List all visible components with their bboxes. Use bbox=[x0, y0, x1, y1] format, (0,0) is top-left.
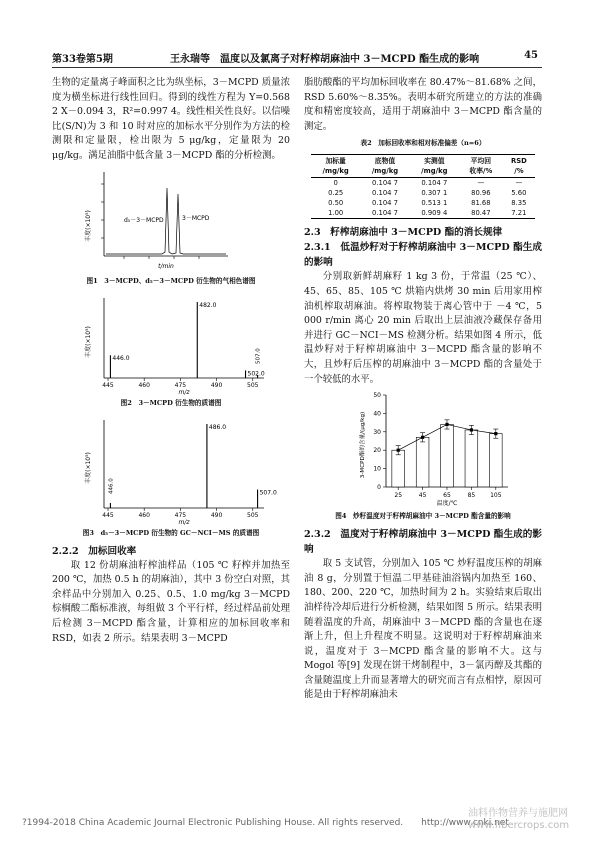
table-header-cell: 加标量 /mg/kg bbox=[311, 155, 360, 178]
paragraph-recovery-result: 脂肪酸酯的平均加标回收率在 80.47%～81.68% 之间，RSD 5.60%～8.35%。表明本研究所建立的方法的准确度和精密度较高，适用于胡麻油中 3－MCPD 酯含量的测定。 bbox=[304, 77, 542, 132]
table-cell: 0.909 4 bbox=[410, 208, 459, 219]
fig3-xlabel: m/z bbox=[178, 518, 190, 526]
table-cell: 80.47 bbox=[459, 208, 503, 219]
peak-label: 482.0 bbox=[199, 301, 217, 309]
figure-3-caption: 图3 d₅－3－MCPD 衍生物的 GC－NCI－MS 的质谱图 bbox=[82, 528, 260, 537]
table-cell: 8.35 bbox=[511, 199, 527, 208]
bar bbox=[392, 450, 405, 487]
table-cell: 7.21 bbox=[503, 208, 535, 219]
figure-2-caption: 图2 3－MCPD 衍生物的质谱图 bbox=[120, 398, 222, 407]
x-tick-label: 505 bbox=[247, 381, 259, 389]
x-tick-label: 460 bbox=[138, 381, 150, 389]
peak-label: 446.0 bbox=[108, 477, 115, 494]
table-row bbox=[311, 188, 535, 198]
x-tick-label: 25 bbox=[394, 492, 403, 500]
header-title: 王永瑞等 温度以及氯离子对籽榨胡麻油中 3－MCPD 酯生成的影响 bbox=[170, 54, 480, 65]
y-tick-label: 40 bbox=[373, 410, 381, 418]
fig2-ylabel: 丰度(×10⁵) bbox=[85, 325, 92, 358]
table-row bbox=[311, 208, 535, 219]
bar bbox=[416, 437, 429, 487]
table-header-cell: 底物值 /mg/kg bbox=[360, 155, 409, 178]
figure-1-caption: 图1 3－MCPD、d₅－3－MCPD 衍生物的气相色谱图 bbox=[86, 276, 256, 285]
y-tick-label: 10 bbox=[373, 465, 381, 473]
section-2-2-2: 2.2.2 加标回收率 bbox=[52, 545, 137, 557]
x-tick-label: 475 bbox=[174, 381, 187, 389]
fig4-ylabel: 3-MCPD酯的含量/(μg/kg) bbox=[360, 411, 366, 479]
x-tick-label: 45 bbox=[418, 492, 427, 500]
peak-label: 507.0 bbox=[259, 489, 277, 497]
table-cell: 0.104 7 bbox=[372, 199, 398, 208]
trend-point bbox=[421, 436, 424, 439]
section-2-3: 2.3 籽榨胡麻油中 3－MCPD 酯的消长规律 bbox=[304, 227, 503, 239]
table-cell: 5.60 bbox=[511, 189, 527, 198]
x-tick-label: 505 bbox=[247, 511, 259, 519]
paragraph-temperature: 取 5 支试管，分别加入 105 ℃ 炒籽温度压榨的胡麻油 8 g，分别置于恒温二甲基硅油浴锅内加热至 160、180、200、220 ℃，加热时间为 2 h。实验结束后取出油样待冷却后进行分析检测，结果如图 5 所示。结果表明随着温度的升高，胡麻油中 3－MCPD 酯的含量也在逐渐上升，但上升程度不明显。这说明对于籽榨胡麻油来说，温度对于 3－MCPD 酯含量的影响不大。这与 Mogol 等[9] 发现在饼干烤制程中，3－氯丙醇及其酯的含量随温度上升而显著增大的研究而言有点相悖，原因可能是由于籽榨胡麻油未 bbox=[304, 558, 542, 701]
figure-3-mass-spectrum bbox=[52, 414, 290, 526]
table-cell: 0.104 7 bbox=[360, 208, 409, 219]
table-cell: 0.513 1 bbox=[421, 199, 448, 208]
y-tick-label: 0 bbox=[377, 484, 381, 492]
section-2-3-1: 2.3.1 低温炒籽对于籽榨胡麻油中 3－MCPD 酯生成的影响 bbox=[304, 242, 542, 269]
figure-1-chromatogram bbox=[52, 164, 290, 274]
bar bbox=[465, 430, 478, 487]
right-column bbox=[304, 76, 542, 703]
table-row bbox=[311, 178, 535, 189]
table-cell: 1.00 bbox=[311, 208, 360, 219]
x-tick-label: 445 bbox=[102, 381, 114, 389]
trend-point bbox=[494, 432, 497, 435]
paragraph-recovery: 取 12 份胡麻油籽榨油样品（105 ℃ 籽榨并加热至 200 ℃，加热 0.5 h 的胡麻油），其中 3 份空白对照，其余样品中分别加入 0.25、0.5、1.0 mg/kg 3－MCPD 棕榈酸二酯标准液，每组做 3 个平行样，经过样品前处理后检测 3－MCPD 酯含量，计算相应的加标回收率和 RSD，如表 2 所示。结果表明 3－MCPD bbox=[52, 559, 290, 644]
x-tick-label: 445 bbox=[102, 511, 114, 519]
trend-point bbox=[397, 449, 400, 452]
x-tick-label: 490 bbox=[210, 381, 223, 389]
table-2-caption: 表2 加标回收率和相对标准偏差（n=6） bbox=[360, 139, 486, 148]
copyright-footer: ?1994-2018 China Academic Journal Electronic Publishing House. All rights reserved. http://www.cnki.net bbox=[22, 818, 509, 828]
watermark: 油料作物营养与施肥网 www.fibercrops.com bbox=[468, 808, 570, 831]
peak-label: 502.0 bbox=[247, 369, 265, 377]
x-tick-label: 475 bbox=[174, 511, 187, 519]
table-row bbox=[311, 198, 535, 208]
running-header bbox=[52, 50, 542, 66]
fig1-peak2-label: 3－MCPD bbox=[182, 214, 210, 222]
fig1-xlabel: t/min bbox=[158, 262, 174, 270]
fig1-peak1-label: d₅－3－MCPD bbox=[124, 216, 164, 224]
header-rule bbox=[52, 67, 542, 68]
table-cell: 0.104 7 bbox=[421, 179, 448, 188]
x-tick-label: 105 bbox=[490, 492, 502, 500]
table-cell: — bbox=[477, 179, 485, 188]
fig3-ylabel: 丰度(×10⁵) bbox=[85, 451, 92, 484]
table-cell: 80.96 bbox=[471, 189, 491, 198]
y-tick-label: 50 bbox=[373, 392, 381, 400]
peak-label: 507.0 bbox=[255, 347, 262, 364]
trend-point bbox=[445, 423, 448, 426]
table-cell: 0.104 7 bbox=[372, 179, 398, 188]
table-header-cell: 平均回 收率/% bbox=[459, 155, 503, 178]
fig2-xlabel: m/z bbox=[178, 388, 190, 396]
x-tick-label: 85 bbox=[467, 492, 476, 500]
x-tick-label: 65 bbox=[443, 492, 451, 500]
table-header-cell: RSD /% bbox=[503, 155, 535, 178]
paragraph-linearity: 生物的定量离子峰面积之比为纵坐标，3－MCPD 质量浓度为横坐标进行线性回归。得到的线性方程为 Y=0.568 2 X－0.094 3，R²=0.997 4。线性相关性良好。以信噪比(S/N)为 3 和 10 时对应的加标水平分别作为方法的检测限和定量限，检出限为 5 μg/kg，定量限为 20 μg/kg。满足油脂中低含量 3－MCPD 酯的分析检测。 bbox=[52, 77, 290, 161]
table-header-cell: 实测值 /mg/kg bbox=[410, 155, 459, 178]
table-2-recovery bbox=[311, 154, 535, 219]
paragraph-roasting: 分别取新鲜胡麻籽 1 kg 3 份，于常温（25 ℃）、45、65、85、105 ℃ 烘箱内烘烤 30 min 后用家用榨油机榨取胡麻油。将榨取物装于离心管中于 －4 ℃，5 000 r/min 离心 20 min 后取出上层油液冷藏保存备用并进行 GC－NCI－MS 检测分析。结果如图 4 所示，低温炒籽对于籽榨胡麻油中 3－MCPD 酯含量的影响不大，且炒籽后压榨的胡麻油中 3－MCPD 酯的含量处于一个较低的水平。 bbox=[304, 271, 542, 385]
table-cell: 0.104 7 bbox=[372, 189, 398, 198]
figure-4-caption: 图4 炒籽温度对于籽榨胡麻油中 3－MCPD 酯含量的影响 bbox=[335, 512, 511, 521]
page-number: 45 bbox=[524, 50, 538, 61]
table-cell: 0 bbox=[333, 179, 338, 188]
y-tick-label: 30 bbox=[373, 428, 381, 436]
figure-4-bar-chart bbox=[304, 387, 542, 509]
table-cell: 0.50 bbox=[328, 199, 344, 208]
peak-label: 446.0 bbox=[112, 354, 130, 362]
bar bbox=[489, 434, 502, 487]
bar bbox=[441, 425, 454, 488]
figure-2-mass-spectrum bbox=[52, 292, 290, 396]
table-cell: 81.68 bbox=[471, 199, 491, 208]
table-cell: 0.307 1 bbox=[421, 189, 448, 198]
left-column bbox=[52, 76, 290, 646]
x-tick-label: 490 bbox=[210, 511, 223, 519]
section-2-3-2: 2.3.2 温度对于籽榨胡麻油中 3－MCPD 酯生成的影响 bbox=[304, 529, 542, 556]
y-tick-label: 20 bbox=[373, 447, 381, 455]
x-tick-label: 460 bbox=[138, 511, 150, 519]
fig1-ylabel: 丰度(×10⁵) bbox=[85, 209, 92, 242]
trend-point bbox=[470, 428, 473, 431]
fig4-xlabel: 温度/℃ bbox=[436, 500, 458, 508]
table-cell: — bbox=[515, 179, 523, 188]
peak-label: 486.0 bbox=[208, 423, 227, 431]
journal-volume: 第33卷第5期 bbox=[52, 54, 113, 65]
table-cell: 0.25 bbox=[328, 189, 344, 198]
